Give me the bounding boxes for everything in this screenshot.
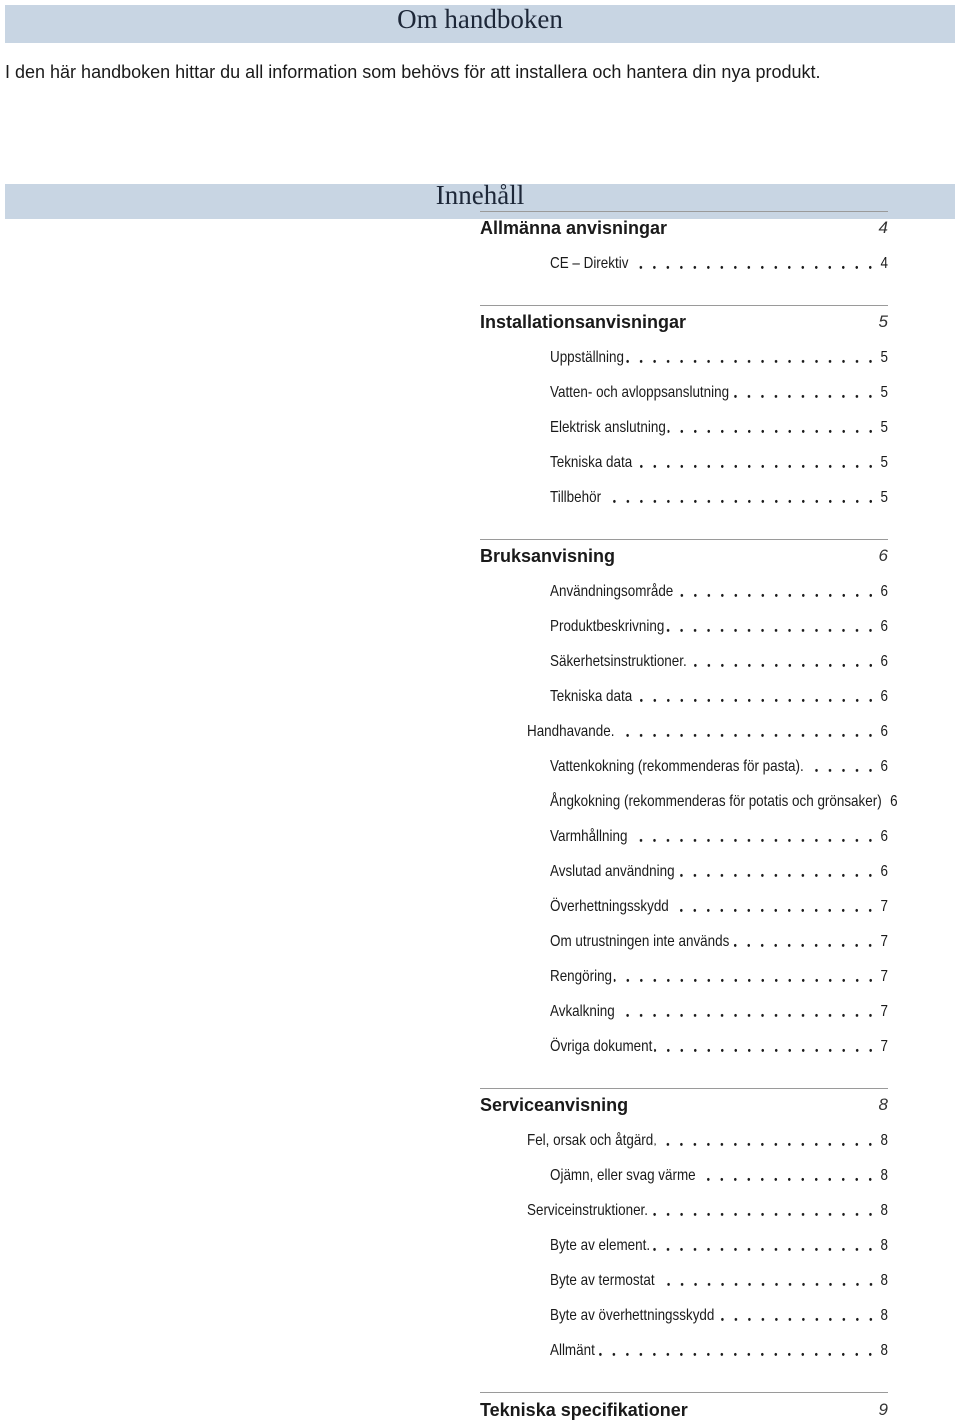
dot-leader (667, 410, 873, 445)
toc-entry (550, 959, 888, 994)
toc-section-page: 6 (878, 546, 888, 565)
dot-leader (697, 1158, 873, 1193)
toc-entry-title: Rengöring (550, 968, 613, 985)
dot-leader (654, 1029, 874, 1064)
toc-entry-title: Byte av termostat (550, 1272, 655, 1289)
toc-entry (550, 574, 888, 609)
toc-section-page: 5 (878, 312, 888, 331)
toc-entry (550, 410, 888, 445)
toc-section-title: Allmänna anvisningar (480, 218, 668, 238)
dot-leader (614, 959, 874, 994)
toc-entry-title: Övriga dokument (550, 1038, 653, 1055)
toc-entry-line (550, 609, 888, 644)
toc-section-page: 4 (878, 218, 888, 237)
toc-entry-title: Handhavande. (527, 723, 615, 740)
toc-section-heading (480, 540, 888, 572)
toc-entry-page: 6 (880, 618, 888, 635)
toc-entry-line (550, 410, 888, 445)
toc-entry-title: Serviceinstruktioner. (527, 1202, 649, 1219)
toc (480, 211, 898, 1424)
toc-section-title: Tekniska specifikationer (480, 1400, 688, 1420)
toc-entry-title: Byte av överhettningsskydd (550, 1307, 715, 1324)
toc-section (480, 1088, 888, 1392)
toc-entry (527, 714, 888, 749)
toc-entry-page: 5 (880, 489, 888, 506)
toc-entry (550, 609, 888, 644)
toc-entry-line (550, 889, 888, 924)
toc-entry-line (550, 819, 888, 854)
toc-section (480, 539, 898, 1088)
toc-entry-line (550, 924, 888, 959)
intro-paragraph: I den här handboken hittar du all information som behövs för att installera och hantera din nya produkt. (5, 62, 821, 82)
toc-entry (550, 1263, 888, 1298)
toc-entry-page: 7 (880, 1038, 888, 1055)
toc-entry-list (480, 340, 888, 515)
toc-entry (550, 246, 888, 281)
toc-entry-title: Om utrustningen inte används (550, 933, 730, 950)
toc-entry-line (550, 644, 888, 679)
toc-entry-title: Byte av element. (550, 1237, 651, 1254)
toc-entry-title: Tekniska data (550, 454, 633, 471)
toc-entry (550, 1333, 888, 1368)
toc-entry-page: 7 (880, 898, 888, 915)
toc-entry (550, 340, 888, 375)
toc-section-page: 9 (878, 1400, 888, 1419)
toc-section-heading (480, 212, 888, 244)
toc-entry (527, 1123, 888, 1158)
dot-leader (634, 445, 874, 480)
toc-entry-line (550, 854, 888, 889)
toc-entry-title: Överhettningsskydd (550, 898, 669, 915)
toc-entry-title: Produktbeskrivning (550, 618, 665, 635)
toc-entry-page: 5 (880, 419, 888, 436)
title-band (5, 5, 955, 43)
toc-entry-page: 6 (880, 863, 888, 880)
page-title: Om handboken (397, 4, 563, 34)
toc-entry (550, 644, 888, 679)
dot-leader (670, 889, 873, 924)
toc-entry-page: 6 (880, 723, 888, 740)
toc-entry-title: Ojämn, eller svag värme (550, 1167, 696, 1184)
toc-section-title: Serviceanvisning (480, 1095, 629, 1115)
toc-entry-title: Fel, orsak och åtgärd (527, 1132, 654, 1149)
toc-entry-line (550, 1333, 888, 1368)
toc-entry-line (550, 246, 888, 281)
toc-entry (550, 1228, 888, 1263)
toc-entry-title: Allmänt (550, 1342, 595, 1359)
toc-entry-page: 7 (880, 968, 888, 985)
dot-leader (652, 1228, 874, 1263)
toc-entry-line (550, 480, 888, 515)
dot-leader (616, 994, 873, 1029)
toc-entry-page: 4 (880, 255, 888, 272)
toc-title: Innehåll (435, 180, 525, 210)
toc-entry-title: Varmhållning (550, 828, 628, 845)
dot-leader (731, 924, 874, 959)
toc-entry-line (527, 1193, 888, 1228)
toc-entry (550, 854, 888, 889)
dot-leader (805, 749, 873, 784)
toc-entry-line (550, 340, 888, 375)
dot-leader (656, 1263, 874, 1298)
toc-section-heading (480, 306, 888, 338)
toc-entry (550, 994, 888, 1029)
toc-entry-page: 5 (880, 349, 888, 366)
toc-entry (550, 445, 888, 480)
toc-entry-page: 7 (880, 933, 888, 950)
toc-entry (550, 819, 888, 854)
toc-section-heading (480, 1393, 888, 1424)
toc-entry-page: 6 (880, 828, 888, 845)
toc-entry (550, 1029, 888, 1064)
toc-entry-title: Uppställning (550, 349, 624, 366)
toc-entry-title: Avslutad användning (550, 863, 675, 880)
toc-entry-title: Elektrisk anslutning (550, 419, 666, 436)
toc-entry (550, 749, 888, 784)
toc-entry-title: CE – Direktiv (550, 255, 629, 272)
toc-entry-line (550, 959, 888, 994)
toc-section (480, 1392, 888, 1424)
toc-entry-title: Säkerhetsinstruktioner. (550, 653, 687, 670)
dot-leader (716, 1298, 874, 1333)
toc-entry-line (550, 445, 888, 480)
toc-section-title: Bruksanvisning (480, 546, 616, 566)
toc-entry-list (480, 1123, 888, 1368)
toc-entry-title: Ångkokning (rekommenderas för potatis och grönsaker) (550, 793, 882, 810)
dot-leader (650, 1193, 874, 1228)
toc-entry-page: 6 (880, 653, 888, 670)
toc-entry-page: 8 (880, 1237, 888, 1254)
toc-entry-list (480, 574, 898, 1064)
toc-entry-line (527, 1123, 888, 1158)
toc-entry-page: 8 (880, 1272, 888, 1289)
toc-entry-title: Tillbehör (550, 489, 602, 506)
toc-section-heading (480, 1089, 888, 1121)
toc-entry-page: 8 (880, 1307, 888, 1324)
toc-entry-title: Vatten- och avloppsanslutning (550, 384, 730, 401)
toc-section-title: Installationsanvisningar (480, 312, 687, 332)
toc-section (480, 211, 888, 305)
dot-leader (731, 375, 874, 410)
toc-section-page: 8 (878, 1095, 888, 1114)
toc-entry-line (550, 1263, 888, 1298)
toc-entry-page: 6 (880, 758, 888, 775)
toc-entry-title: Avkalkning (550, 1003, 615, 1020)
dot-leader (629, 819, 874, 854)
dot-leader (688, 644, 873, 679)
toc-entry-title: Vattenkokning (rekommenderas för pasta). (550, 758, 804, 775)
toc-entry-page: 5 (880, 454, 888, 471)
toc-entry-page: 8 (880, 1202, 888, 1219)
toc-entry-page: 8 (880, 1167, 888, 1184)
toc-entry-line (550, 1029, 888, 1064)
toc-entry (550, 784, 898, 819)
dot-leader (666, 609, 874, 644)
toc-entry-line (550, 749, 888, 784)
toc-entry-line (550, 1228, 888, 1263)
toc-entry (550, 480, 888, 515)
toc-entry-title: Tekniska data (550, 688, 633, 705)
dot-leader (597, 1333, 874, 1368)
toc-entry-line (550, 784, 898, 819)
toc-entry (550, 924, 888, 959)
toc-entry-page: 8 (880, 1342, 888, 1359)
toc-entry-page: 7 (880, 1003, 888, 1020)
toc-entry-line (550, 375, 888, 410)
toc-entry-line (550, 1298, 888, 1333)
toc-entry-list (480, 246, 888, 281)
toc-entry-page: 6 (880, 583, 888, 600)
toc-entry (550, 1158, 888, 1193)
toc-entry-line (550, 574, 888, 609)
toc-entry-line (527, 714, 888, 749)
toc-entry-page: 6 (880, 688, 888, 705)
toc-section (480, 305, 888, 539)
toc-entry (550, 679, 888, 714)
dot-leader (626, 340, 874, 375)
dot-leader (676, 854, 874, 889)
toc-entry (550, 375, 888, 410)
dot-leader (655, 1123, 874, 1158)
toc-entry-line (550, 994, 888, 1029)
toc-entry-line (550, 1158, 888, 1193)
dot-leader (616, 714, 874, 749)
dot-leader (675, 574, 874, 609)
toc-entry-page: 6 (890, 793, 898, 810)
toc-entry-page: 8 (880, 1132, 888, 1149)
toc-entry (550, 889, 888, 924)
toc-entry (550, 1298, 888, 1333)
toc-entry-title: Användningsområde (550, 583, 674, 600)
dot-leader (630, 246, 874, 281)
toc-entry-page: 5 (880, 384, 888, 401)
toc-entry (527, 1193, 888, 1228)
dot-leader (634, 679, 874, 714)
toc-entry-line (550, 679, 888, 714)
dot-leader (603, 480, 874, 515)
